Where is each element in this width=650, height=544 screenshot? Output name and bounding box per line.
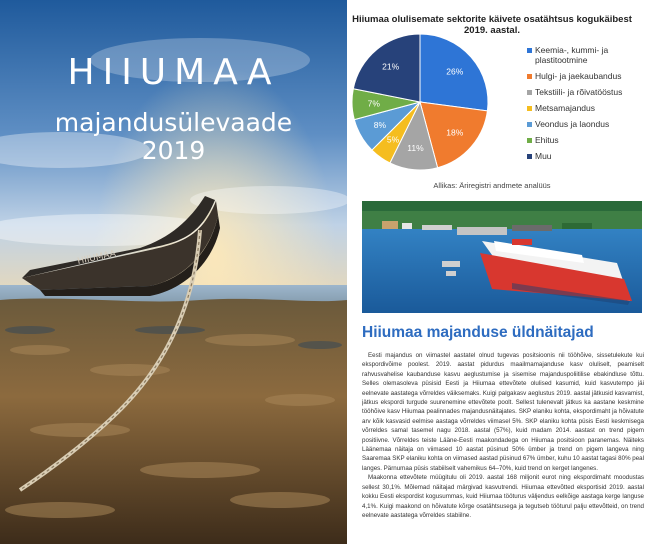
pie-slice-label: 18% bbox=[446, 127, 464, 138]
legend-label: Ehitus bbox=[535, 134, 559, 145]
legend-label: Veondus ja laondus bbox=[535, 118, 610, 129]
legend-item bbox=[527, 104, 642, 114]
legend-label: Metsamajandus bbox=[535, 102, 596, 113]
legend-item bbox=[527, 72, 642, 82]
pie-slice-label: 26% bbox=[446, 66, 464, 77]
chart-legend bbox=[527, 46, 642, 168]
boat-name-text: HIIUMAA bbox=[76, 249, 117, 267]
legend-label: Tekstiili- ja rõivatööstus bbox=[535, 86, 623, 97]
legend-swatch bbox=[527, 122, 532, 127]
legend-swatch bbox=[527, 74, 532, 79]
legend-item bbox=[527, 46, 642, 65]
legend-swatch bbox=[527, 90, 532, 95]
chart-title: Hiiumaa olulisemate sektorite käivete osatähtsus kogukäibest 2019. aastal. bbox=[352, 14, 632, 36]
body-paragraph: Maakonna ettevõtete müügitulu oli 2019. aastal 168 miljonit eurot ning ekspordimaht moodustas sellest 30,1%. Mõlemad näitajad märgivad kasvutrendi. Hiiumaa ettevõtted eksportisid 2019. aastal kokku Eesti ekspordist kogusummas, kuid Hiiumaa tööturus väljendus eelkõige aastaga kerge languse 4,1%. Kuigi maakond on hõivatute kõrge osatähtsusega ja tegutseb tööturul palju ettevõtteid, on trend eelnevate aastatega võrreldes stabiilne. bbox=[362, 474, 644, 519]
pie-slice-label: 8% bbox=[373, 120, 387, 131]
legend-swatch bbox=[527, 154, 532, 159]
cover-subtitle: majandusülevaade bbox=[54, 108, 293, 137]
body-paragraph: Eesti majandus on viimastel aastatel olnud tugevas positsioonis nii tööhõive, sissetulekute kui ekspordivõime poolest. 2019. aastat pidurdus maailmamajanduse kasv oluliselt, peamiselt rahvusvahelise kaubanduse kasvu aeglustumise ja sisemise majanduspoliitilise ebakindluse tõttu. Selles olemasoleva püsisid Eesti ja Hiiumaa ettevõtete olulised kasumid, kuid kasvutempo jäi eelnevate aastatega võrreldes väiksemaks. Kuigi palgakasv aeglustus 2019. aastal jätkusid kasvamist, jätkus ekspordi turgude suurenemine ettevõtete poolt. Sellest tulenevalt jätkus ka aastane keskmine tööhõive kasv Hiiumaa pealinnades majandusnäitajates. SKP elaniku kohta, ekspordimaht ja hõivatute arv kõik kasvasid eelmise aastaga võrreldes viimasel 5%. SKP elaniku kohta püsis Eesti keskmisega võrreldes samal tasemel nagu 2018. aastal (57%), kuid madam 2014. aastast on trend pigem positiivne. Võrreldes teiste Lääne-Eesti maakondadega on Hiiumaa positsioon paranemas. Näiteks Läänemaa näitaja on viimased 10 aastat püsinud 50% ümber ja trend on pigem langeva ning Saaremaa SKP elaniku kohta on viimased aastad püsinud 67% ümber, kuhu 10 aastat tagasi 80% peal langes. Pärnumaa püsis stabiilselt vahemikus 64–70%, kuid trend on kerget langenes. bbox=[362, 352, 644, 472]
cover-year: 2019 bbox=[141, 136, 206, 165]
legend-swatch bbox=[527, 138, 532, 143]
pie-slice-label: 7% bbox=[367, 98, 380, 109]
legend-item bbox=[527, 136, 642, 146]
legend-swatch bbox=[527, 48, 532, 53]
legend-label: Muu bbox=[535, 151, 552, 162]
legend-item bbox=[527, 152, 642, 162]
section-heading: Hiiumaa majanduse üldnäitajad bbox=[362, 324, 594, 341]
body-text bbox=[362, 351, 644, 544]
pie-slice-label: 21% bbox=[382, 61, 400, 72]
legend-label: Keemia-, kummi- ja plastitootmine bbox=[535, 45, 609, 65]
ferry-harbor-photo bbox=[362, 201, 642, 313]
pie-chart bbox=[347, 30, 497, 180]
legend-swatch bbox=[527, 106, 532, 111]
pie-slice-label: 11% bbox=[407, 143, 424, 154]
legend-label: Hulgi- ja jaekaubandus bbox=[535, 70, 622, 81]
legend-item bbox=[527, 120, 642, 130]
content-panel bbox=[347, 0, 650, 544]
pie-slice-label: 5% bbox=[386, 134, 400, 145]
legend-item bbox=[527, 88, 642, 98]
cover-title: HIIUMAA bbox=[67, 52, 280, 93]
chart-source: Allikas: Äriregistri andmete analüüs bbox=[433, 181, 551, 190]
